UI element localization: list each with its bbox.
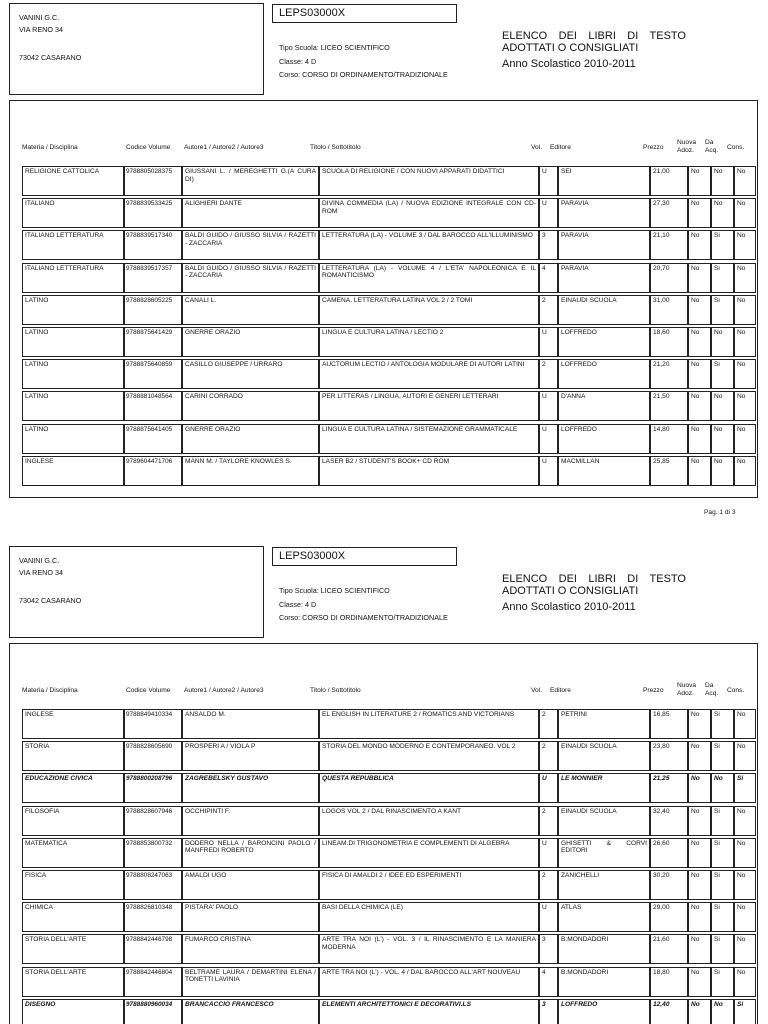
school-name: VANINI G.C. xyxy=(19,13,60,22)
cell-codice: 9788881048564 xyxy=(124,391,182,421)
cell-materia: MATEMATICA xyxy=(22,838,124,868)
cell-titolo: LINEAM.DI TRIGONOMETRIA E COMPLEMENTI DI ALGEBRA xyxy=(319,838,539,868)
cell-vol: U xyxy=(539,902,558,932)
cell-cons: No xyxy=(734,709,756,739)
cell-vol: U xyxy=(539,424,558,454)
cell-da-acq: Si xyxy=(711,263,734,293)
cell-materia: STORIA DELL'ARTE xyxy=(22,967,124,997)
cell-editore: LOFFREDO xyxy=(558,359,650,389)
cell-materia: STORIA DELL'ARTE xyxy=(22,934,124,964)
cell-da-acq: Si xyxy=(711,902,734,932)
cell-editore: ATLAS xyxy=(558,902,650,932)
col-header-titolo: Titolo / Sottotitolo xyxy=(310,687,361,694)
cell-nuova-adoz: No xyxy=(688,838,711,868)
cell-codice: 9788842446798 xyxy=(124,934,182,964)
col-header-codice: Codice Volume xyxy=(126,687,171,694)
cell-titolo: ELEMENTI ARCHITETTONICI E DECORATIVI.LS xyxy=(319,999,539,1024)
cell-materia: LATINO xyxy=(22,295,124,325)
table-row xyxy=(22,967,756,997)
cell-codice: 9788849410334 xyxy=(124,709,182,739)
cell-titolo: LINGUA E CULTURA LATINA / LECTIO 2 xyxy=(319,327,539,357)
cell-prezzo: 14,80 xyxy=(650,424,688,454)
cell-da-acq: Si xyxy=(711,741,734,771)
cell-da-acq: Si xyxy=(711,806,734,836)
tipo-scuola: Tipo Scuola: LICEO SCIENTIFICO xyxy=(279,43,390,52)
cell-nuova-adoz: No xyxy=(688,934,711,964)
cell-da-acq: Si xyxy=(711,295,734,325)
cell-da-acq: No xyxy=(711,391,734,421)
cell-vol: 4 xyxy=(539,263,558,293)
cell-da-acq: Si xyxy=(711,838,734,868)
col-header-editore: Editore xyxy=(550,144,571,151)
table-row xyxy=(22,999,756,1024)
cell-materia: LATINO xyxy=(22,359,124,389)
cell-prezzo: 18,60 xyxy=(650,327,688,357)
table-row xyxy=(22,902,756,932)
cell-cons: Si xyxy=(734,773,756,803)
cell-titolo: DIVINA COMMEDIA (LA) / NUOVA EDIZIONE INTEGRALE CON CD-ROM xyxy=(319,198,539,228)
col-header-vol: Vol. xyxy=(531,144,542,151)
document-page-2 xyxy=(0,543,768,1024)
cell-editore: EINAUDI SCUOLA xyxy=(558,295,650,325)
page-number: Pag. 1 di 3 xyxy=(704,509,736,516)
cell-editore: LE MONNIER xyxy=(558,773,650,803)
cell-editore: PARAVIA xyxy=(558,198,650,228)
cell-cons: No xyxy=(734,230,756,260)
cell-da-acq: Si xyxy=(711,709,734,739)
school-street: VIA RENO 34 xyxy=(19,25,63,34)
cell-codice: 9788800208796 xyxy=(124,773,182,803)
cell-da-acq: Si xyxy=(711,967,734,997)
table-row xyxy=(22,295,756,325)
cell-editore: D'ANNA xyxy=(558,391,650,421)
cell-nuova-adoz: No xyxy=(688,424,711,454)
cell-editore: EINAUDI SCUOLA xyxy=(558,741,650,771)
cell-autori: CARINI CORRADO xyxy=(182,391,319,421)
cell-materia: RELIGIONE CATTOLICA xyxy=(22,166,124,196)
cell-nuova-adoz: No xyxy=(688,198,711,228)
cell-cons: No xyxy=(734,806,756,836)
cell-autori: ALIGHIERI DANTE xyxy=(182,198,319,228)
cell-autori: DODERO NELLA / BARONCINI PAOLO / MANFREDI ROBERTO xyxy=(182,838,319,868)
cell-codice: 9788842446804 xyxy=(124,967,182,997)
cell-nuova-adoz: No xyxy=(688,359,711,389)
cell-nuova-adoz: No xyxy=(688,295,711,325)
cell-autori: OCCHIPINTI F. xyxy=(182,806,319,836)
cell-prezzo: 21,60 xyxy=(650,934,688,964)
cell-titolo: ARTE TRA NOI (L') - VOL. 3 / IL RINASCIMENTO E LA MANIERA MODERNA xyxy=(319,934,539,964)
cell-editore: SEI xyxy=(558,166,650,196)
cell-da-acq: No xyxy=(711,166,734,196)
cell-vol: 2 xyxy=(539,741,558,771)
cell-codice: 9788875640859 xyxy=(124,359,182,389)
cell-vol: 2 xyxy=(539,806,558,836)
cell-editore: EINAUDI SCUOLA xyxy=(558,806,650,836)
col-header-prezzo: Prezzo xyxy=(643,687,664,694)
cell-editore: LOFFREDO xyxy=(558,424,650,454)
cell-materia: LATINO xyxy=(22,391,124,421)
cell-cons: No xyxy=(734,295,756,325)
cell-vol: U xyxy=(539,456,558,486)
cell-cons: No xyxy=(734,870,756,900)
cell-codice: 9788828605225 xyxy=(124,295,182,325)
cell-da-acq: Si xyxy=(711,230,734,260)
cell-editore: B.MONDADORI xyxy=(558,967,650,997)
col-header-nuova: Nuova Adoz. xyxy=(677,682,697,697)
col-header-autori: Autore1 / Autore2 / Autore3 xyxy=(184,687,264,694)
table-row xyxy=(22,327,756,357)
cell-autori: GNERRE ORAZIO xyxy=(182,327,319,357)
cell-editore: LOFFREDO xyxy=(558,999,650,1024)
cell-nuova-adoz: No xyxy=(688,999,711,1024)
cell-materia: CHIMICA xyxy=(22,902,124,932)
cell-codice: 9788828607946 xyxy=(124,806,182,836)
cell-editore: LOFFREDO xyxy=(558,327,650,357)
cell-codice: 9788808247063 xyxy=(124,870,182,900)
cell-nuova-adoz: No xyxy=(688,391,711,421)
cell-prezzo: 20,70 xyxy=(650,263,688,293)
cell-codice: 9789604471706 xyxy=(124,456,182,486)
cell-materia: DISEGNO xyxy=(22,999,124,1024)
col-header-prezzo: Prezzo xyxy=(643,144,664,151)
cell-da-acq: No xyxy=(711,198,734,228)
cell-materia: EDUCAZIONE CIVICA xyxy=(22,773,124,803)
cell-vol: 4 xyxy=(539,967,558,997)
cell-titolo: ARTE TRA NOI (L') - VOL. 4 / DAL BAROCCO ALL'ART NOUVEAU xyxy=(319,967,539,997)
table-row xyxy=(22,709,756,739)
col-header-da-acq: Da Acq. xyxy=(705,682,719,697)
address-box xyxy=(9,546,264,638)
col-header-materia: Materia / Disciplina xyxy=(22,144,78,151)
cell-materia: FILOSOFIA xyxy=(22,806,124,836)
cell-prezzo: 25,85 xyxy=(650,456,688,486)
table-row xyxy=(22,773,756,803)
school-code: LEPS03000X xyxy=(272,547,457,566)
cell-da-acq: No xyxy=(711,327,734,357)
table-row xyxy=(22,870,756,900)
cell-vol: U xyxy=(539,391,558,421)
cell-cons: No xyxy=(734,327,756,357)
cell-nuova-adoz: No xyxy=(688,741,711,771)
cell-prezzo: 16,85 xyxy=(650,709,688,739)
corso: Corso: CORSO DI ORDINAMENTO/TRADIZIONALE xyxy=(279,613,448,622)
cell-editore: GHISETTI & CORVI EDITORI xyxy=(558,838,650,868)
cell-cons: No xyxy=(734,838,756,868)
cell-materia: STORIA xyxy=(22,741,124,771)
cell-codice: 9788805028375 xyxy=(124,166,182,196)
cell-nuova-adoz: No xyxy=(688,327,711,357)
cell-codice: 9788826810348 xyxy=(124,902,182,932)
table-row xyxy=(22,934,756,964)
cell-prezzo: 21,20 xyxy=(650,359,688,389)
cell-nuova-adoz: No xyxy=(688,709,711,739)
cell-codice: 9788875641405 xyxy=(124,424,182,454)
table-row xyxy=(22,741,756,771)
cell-cons: No xyxy=(734,967,756,997)
cell-titolo: EL ENGLISH IN LITERATURE 2 / ROMATICS AND VICTORIANS xyxy=(319,709,539,739)
cell-titolo: QUESTA REPUBBLICA xyxy=(319,773,539,803)
cell-titolo: STORIA DEL MONDO MODERNO E CONTEMPORANEO. VOL 2 xyxy=(319,741,539,771)
cell-da-acq: No xyxy=(711,773,734,803)
cell-da-acq: Si xyxy=(711,934,734,964)
cell-autori: FUMARCO CRISTINA xyxy=(182,934,319,964)
cell-da-acq: No xyxy=(711,456,734,486)
document-title-line2: ADOTTATI O CONSIGLIATI xyxy=(502,585,639,597)
cell-prezzo: 21,50 xyxy=(650,391,688,421)
cell-titolo: CAMENA. LETTERATURA LATINA VOL 2 / 2 TOMI xyxy=(319,295,539,325)
cell-nuova-adoz: No xyxy=(688,870,711,900)
cell-prezzo: 29,00 xyxy=(650,902,688,932)
cell-cons: No xyxy=(734,902,756,932)
cell-editore: PETRINI xyxy=(558,709,650,739)
cell-vol: U xyxy=(539,773,558,803)
cell-titolo: LASER B2 / STUDENT'S BOOK+ CD ROM xyxy=(319,456,539,486)
table-row xyxy=(22,230,756,260)
cell-prezzo: 21,00 xyxy=(650,166,688,196)
school-street: VIA RENO 34 xyxy=(19,568,63,577)
cell-vol: U xyxy=(539,166,558,196)
cell-materia: INGLESE xyxy=(22,456,124,486)
cell-autori: ANSALDO M. xyxy=(182,709,319,739)
cell-prezzo: 32,40 xyxy=(650,806,688,836)
cell-materia: ITALIANO LETTERATURA xyxy=(22,230,124,260)
cell-da-acq: Si xyxy=(711,359,734,389)
cell-editore: PARAVIA xyxy=(558,263,650,293)
cell-da-acq: Si xyxy=(711,870,734,900)
document-title-line1: ELENCO DEI LIBRI DI TESTO xyxy=(502,30,686,42)
cell-da-acq: No xyxy=(711,424,734,454)
cell-materia: INGLESE xyxy=(22,709,124,739)
cell-titolo: AUCTORUM LECTIO / ANTOLOGIA MODULARE DI AUTORI LATINI xyxy=(319,359,539,389)
cell-autori: BALDI GUIDO / GIUSSO SILVIA / RAZETTI - ZACCARIA xyxy=(182,230,319,260)
school-code: LEPS03000X xyxy=(272,4,457,23)
cell-autori: PISTARA' PAOLO xyxy=(182,902,319,932)
cell-prezzo: 31,00 xyxy=(650,295,688,325)
cell-autori: AMALDI UGO xyxy=(182,870,319,900)
cell-cons: No xyxy=(734,391,756,421)
cell-titolo: BASI DELLA CHIMICA (LE) xyxy=(319,902,539,932)
cell-vol: 2 xyxy=(539,870,558,900)
cell-codice: 9788853800732 xyxy=(124,838,182,868)
cell-editore: PARAVIA xyxy=(558,230,650,260)
cell-cons: No xyxy=(734,456,756,486)
table-row xyxy=(22,424,756,454)
table-row xyxy=(22,263,756,293)
cell-prezzo: 18,80 xyxy=(650,967,688,997)
school-city: 73042 CASARANO xyxy=(19,596,82,605)
cell-da-acq: No xyxy=(711,999,734,1024)
classe: Classe: 4 D xyxy=(279,600,317,609)
cell-prezzo: 21,10 xyxy=(650,230,688,260)
document-title-line2: ADOTTATI O CONSIGLIATI xyxy=(502,42,639,54)
col-header-autori: Autore1 / Autore2 / Autore3 xyxy=(184,144,264,151)
cell-codice: 9788839533425 xyxy=(124,198,182,228)
cell-vol: 2 xyxy=(539,709,558,739)
table-row xyxy=(22,166,756,196)
table-row xyxy=(22,838,756,868)
table-row xyxy=(22,198,756,228)
cell-nuova-adoz: No xyxy=(688,773,711,803)
books-table-frame xyxy=(9,100,758,498)
cell-cons: No xyxy=(734,741,756,771)
cell-titolo: PER LITTERAS / LINGUA, AUTORI E GENERI LETTERARI xyxy=(319,391,539,421)
cell-nuova-adoz: No xyxy=(688,806,711,836)
col-header-codice: Codice Volume xyxy=(126,144,171,151)
cell-materia: ITALIANO xyxy=(22,198,124,228)
cell-materia: LATINO xyxy=(22,327,124,357)
cell-editore: ZANICHELLI xyxy=(558,870,650,900)
table-row xyxy=(22,359,756,389)
cell-cons: No xyxy=(734,198,756,228)
classe: Classe: 4 D xyxy=(279,57,317,66)
cell-vol: 3 xyxy=(539,934,558,964)
col-header-nuova: Nuova Adoz. xyxy=(677,139,697,154)
col-header-titolo: Titolo / Sottotitolo xyxy=(310,144,361,151)
cell-prezzo: 26,60 xyxy=(650,838,688,868)
cell-cons: No xyxy=(734,424,756,454)
cell-autori: BRANCACCIO FRANCESCO xyxy=(182,999,319,1024)
cell-cons: Si xyxy=(734,999,756,1024)
cell-codice: 9788875641429 xyxy=(124,327,182,357)
col-header-cons: Cons. xyxy=(727,144,745,151)
col-header-cons: Cons. xyxy=(727,687,745,694)
cell-autori: GNERRE ORAZIO xyxy=(182,424,319,454)
cell-vol: U xyxy=(539,838,558,868)
table-row xyxy=(22,391,756,421)
cell-autori: BELTRAME LAURA / DEMARTINI ELENA / TONETTI LAVINIA xyxy=(182,967,319,997)
cell-vol: U xyxy=(539,327,558,357)
cell-titolo: FISICA DI AMALDI 2 / IDEE ED ESPERIMENTI xyxy=(319,870,539,900)
cell-cons: No xyxy=(734,934,756,964)
cell-vol: U xyxy=(539,198,558,228)
col-header-vol: Vol. xyxy=(531,687,542,694)
cell-codice: 9788828605690 xyxy=(124,741,182,771)
cell-autori: BALDI GUIDO / GIUSSO SILVIA / RAZETTI - ZACCARIA xyxy=(182,263,319,293)
cell-codice: 9788880960034 xyxy=(124,999,182,1024)
cell-titolo: LETTERATURA (LA) - VOLUME 3 / DAL BAROCCO ALL'ILLUMINISMO xyxy=(319,230,539,260)
cell-autori: CANALI L. xyxy=(182,295,319,325)
cell-materia: LATINO xyxy=(22,424,124,454)
cell-codice: 9788839517340 xyxy=(124,230,182,260)
cell-materia: FISICA xyxy=(22,870,124,900)
cell-vol: 3 xyxy=(539,230,558,260)
cell-autori: PROSPERI A / VIOLA P xyxy=(182,741,319,771)
cell-prezzo: 21,25 xyxy=(650,773,688,803)
cell-prezzo: 23,80 xyxy=(650,741,688,771)
cell-editore: B.MONDADORI xyxy=(558,934,650,964)
cell-titolo: LOGOS VOL 2 / DAL RINASCIMENTO A KANT xyxy=(319,806,539,836)
cell-editore: MACMILLAN xyxy=(558,456,650,486)
cell-vol: 2 xyxy=(539,295,558,325)
cell-titolo: SCUOLA DI RELIGIONE / CON NUOVI APPARATI DIDATTICI xyxy=(319,166,539,196)
school-year: Anno Scolastico 2010-2011 xyxy=(502,58,636,70)
cell-titolo: LETTERATURA (LA) - VOLUME 4 / L'ETA' NAPOLEONICA E IL ROMANTICISMO xyxy=(319,263,539,293)
cell-nuova-adoz: No xyxy=(688,456,711,486)
school-name: VANINI G.C. xyxy=(19,556,60,565)
cell-nuova-adoz: No xyxy=(688,263,711,293)
cell-prezzo: 27,30 xyxy=(650,198,688,228)
cell-nuova-adoz: No xyxy=(688,166,711,196)
cell-titolo: LINGUA E CULTURA LATINA / SISTEMAZIONE GRAMMATICALE xyxy=(319,424,539,454)
cell-cons: No xyxy=(734,166,756,196)
cell-cons: No xyxy=(734,359,756,389)
books-table-frame xyxy=(9,643,758,1024)
document-title-line1: ELENCO DEI LIBRI DI TESTO xyxy=(502,573,686,585)
table-row xyxy=(22,456,756,486)
cell-nuova-adoz: No xyxy=(688,230,711,260)
corso: Corso: CORSO DI ORDINAMENTO/TRADIZIONALE xyxy=(279,70,448,79)
cell-vol: 3 xyxy=(539,999,558,1024)
address-box xyxy=(9,3,264,95)
cell-prezzo: 12,40 xyxy=(650,999,688,1024)
cell-autori: ZAGREBELSKY GUSTAVO xyxy=(182,773,319,803)
cell-autori: MANN M. / TAYLORE KNOWLES S. xyxy=(182,456,319,486)
cell-autori: GIUSSANI L. / MEREGHETTI G.(A CURA DI) xyxy=(182,166,319,196)
cell-nuova-adoz: No xyxy=(688,902,711,932)
col-header-editore: Editore xyxy=(550,687,571,694)
col-header-da-acq: Da Acq. xyxy=(705,139,719,154)
school-city: 73042 CASARANO xyxy=(19,53,82,62)
col-header-materia: Materia / Disciplina xyxy=(22,687,78,694)
cell-nuova-adoz: No xyxy=(688,967,711,997)
cell-prezzo: 30,20 xyxy=(650,870,688,900)
cell-autori: CASILLO GIUSEPPE / URRARO xyxy=(182,359,319,389)
cell-cons: No xyxy=(734,263,756,293)
tipo-scuola: Tipo Scuola: LICEO SCIENTIFICO xyxy=(279,586,390,595)
school-year: Anno Scolastico 2010-2011 xyxy=(502,601,636,613)
table-row xyxy=(22,806,756,836)
cell-materia: ITALIANO LETTERATURA xyxy=(22,263,124,293)
cell-vol: 2 xyxy=(539,359,558,389)
cell-codice: 9788839517357 xyxy=(124,263,182,293)
